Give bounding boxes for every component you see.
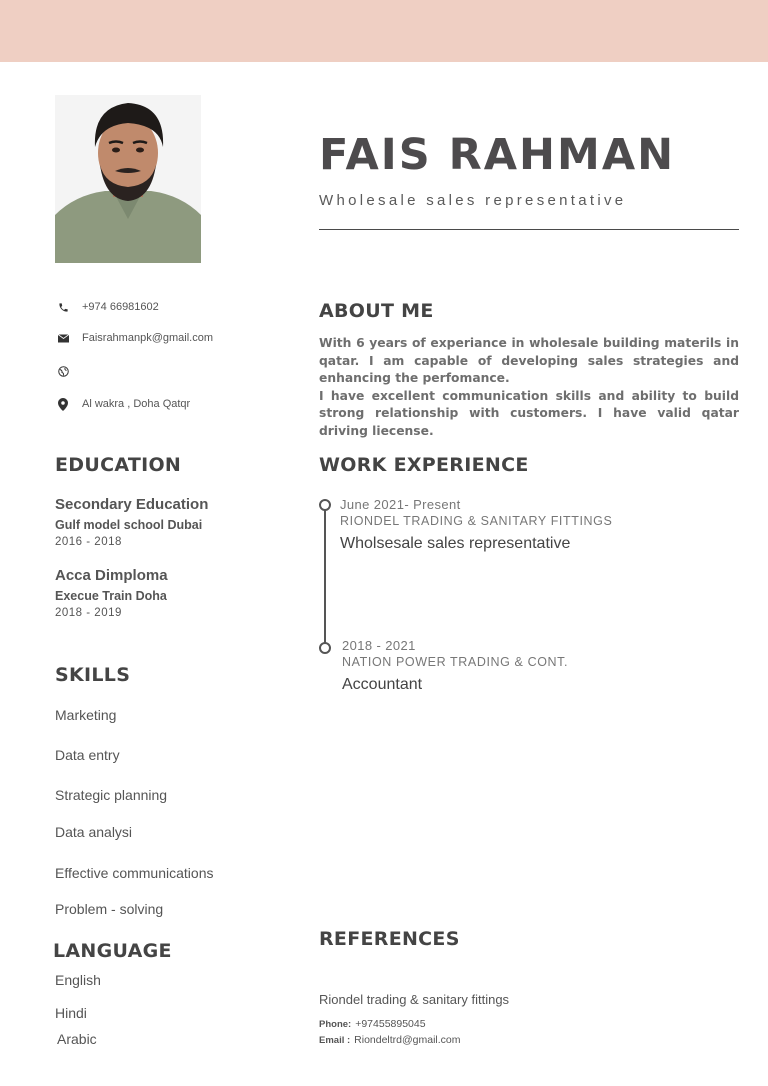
header-band xyxy=(0,0,768,62)
timeline-dot xyxy=(319,642,331,654)
about-text xyxy=(319,335,739,440)
language-item: Arabic xyxy=(57,1031,97,1047)
header-divider xyxy=(319,229,739,230)
skill-item: Strategic planning xyxy=(55,787,168,803)
about-paragraph: With 6 years of experiance in wholesale building materils in qatar. I am capable of developing sales strategies and enhancing the perfomance. xyxy=(319,336,739,385)
job-company: NATION POWER TRADING & CONT. xyxy=(342,655,569,669)
contact-phone xyxy=(55,297,159,317)
person-name: FAIS RAHMAN xyxy=(319,130,676,180)
education-school: Execue Train Doha xyxy=(55,589,167,603)
reference-company: Riondel trading & sanitary fittings xyxy=(319,992,510,1007)
language-item: English xyxy=(55,972,101,988)
reference-email-label: Email : xyxy=(319,1035,351,1046)
education-title: Acca Dimploma xyxy=(55,567,168,584)
reference-email xyxy=(319,1034,461,1046)
work-heading: WORK EXPERIENCE xyxy=(319,454,529,476)
job-title: Wholsesale sales representative xyxy=(340,535,571,552)
job-title: Accountant xyxy=(342,676,423,693)
reference-phone-label: Phone: xyxy=(319,1019,352,1030)
skill-item: Data entry xyxy=(55,747,120,763)
phone-icon xyxy=(55,299,71,315)
skills-heading: SKILLS xyxy=(55,664,131,686)
education-title: Secondary Education xyxy=(55,496,209,513)
job-company: RIONDEL TRADING & SANITARY FITTINGS xyxy=(340,514,613,528)
contact-website xyxy=(55,361,82,381)
about-heading: ABOUT ME xyxy=(319,300,434,322)
location-pin-icon xyxy=(55,396,71,412)
job-date: June 2021- Present xyxy=(340,497,461,512)
timeline-dot xyxy=(319,499,331,511)
skill-item: Marketing xyxy=(55,707,117,723)
contact-email xyxy=(55,328,213,348)
job-role: Wholesale sales representative xyxy=(319,192,627,209)
phone-text: +974 66981602 xyxy=(82,301,159,313)
contact-location xyxy=(55,394,190,414)
skill-item: Data analysi xyxy=(55,824,133,840)
job-date: 2018 - 2021 xyxy=(342,638,416,653)
reference-phone xyxy=(319,1018,426,1030)
education-years: 2018 - 2019 xyxy=(55,607,122,619)
reference-email-value: Riondeltrd@gmail.com xyxy=(354,1034,461,1046)
envelope-icon xyxy=(55,330,71,346)
language-heading: LANGUAGE xyxy=(53,940,172,962)
timeline-line xyxy=(324,504,326,646)
reference-phone-value: +97455895045 xyxy=(355,1018,426,1030)
language-item: Hindi xyxy=(55,1005,87,1021)
skill-item: Problem - solving xyxy=(55,901,164,917)
about-paragraph: I have excellent communication skills and ability to build strong relationship with customers. I have valid qatar driving liecense. xyxy=(319,388,739,438)
profile-photo xyxy=(55,95,201,263)
references-heading: REFERENCES xyxy=(319,928,460,950)
skill-item: Effective communications xyxy=(55,865,214,881)
education-heading: EDUCATION xyxy=(55,454,182,476)
location-text: Al wakra , Doha Qatqr xyxy=(82,398,191,410)
email-text: Faisrahmanpk@gmail.com xyxy=(82,332,213,344)
education-years: 2016 - 2018 xyxy=(55,536,122,548)
globe-icon xyxy=(55,363,71,379)
education-school: Gulf model school Dubai xyxy=(55,518,203,532)
